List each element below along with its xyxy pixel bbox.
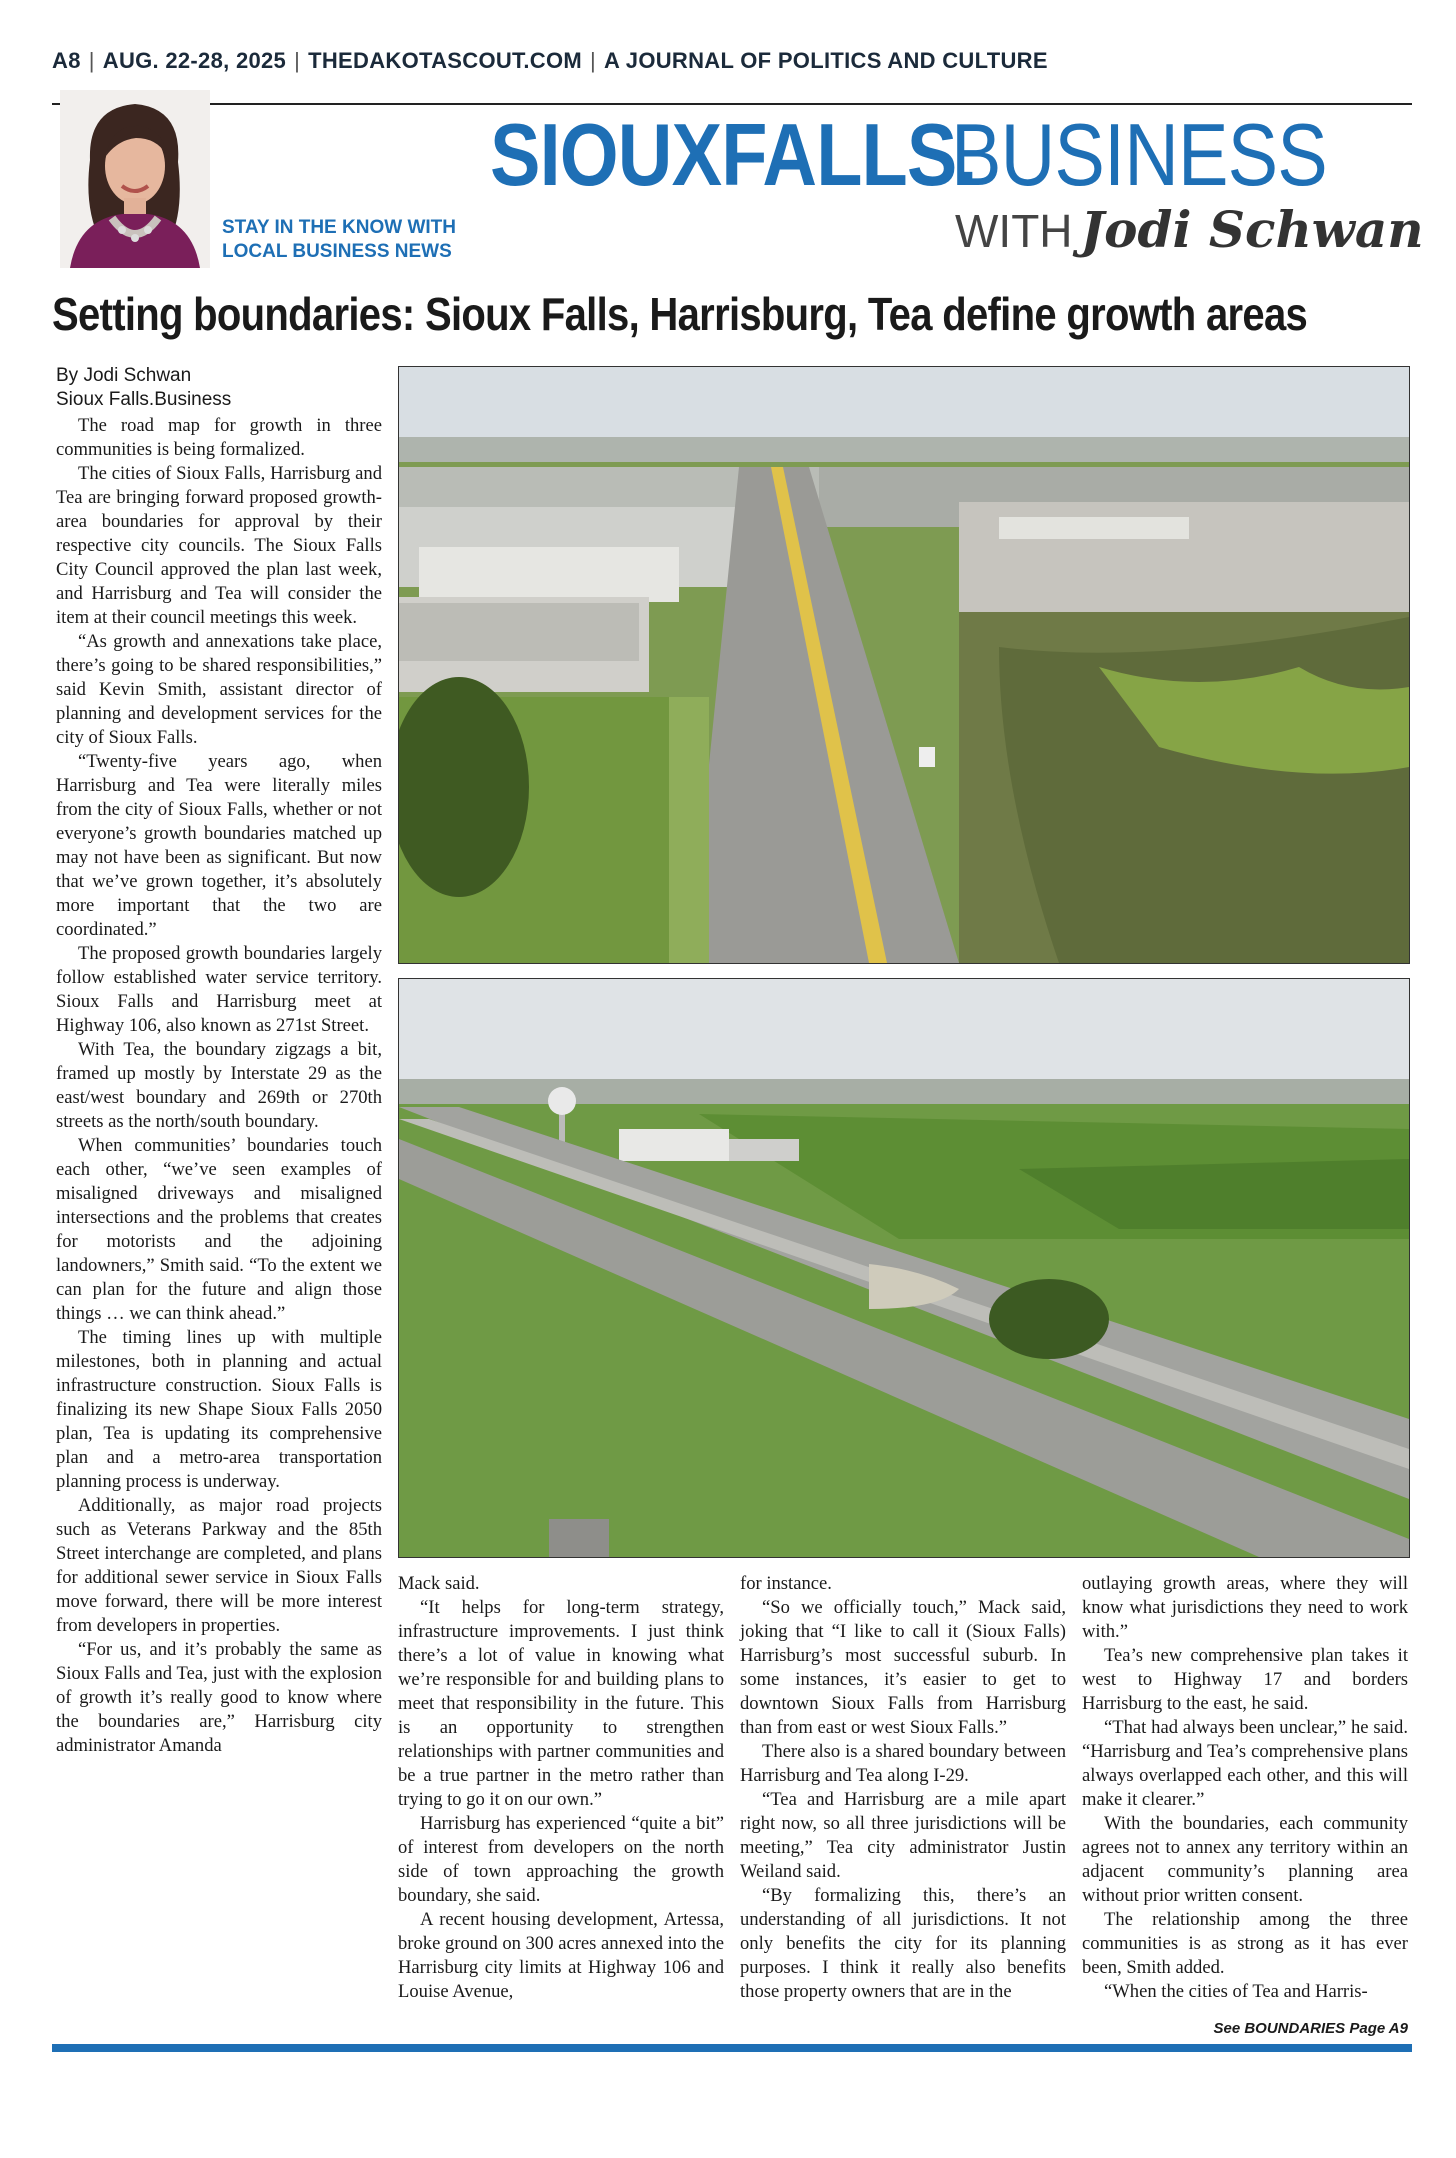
- folio-line: A8 | AUG. 22-28, 2025 | THEDAKOTASCOUT.COM | A JOURNAL OF POLITICS AND CULTURE: [52, 48, 1048, 73]
- author-signature: Jodi Schwan: [1080, 200, 1424, 259]
- tagline: A JOURNAL OF POLITICS AND CULTURE: [604, 48, 1048, 73]
- author-headshot: [60, 90, 210, 268]
- promo-line-2: LOCAL BUSINESS NEWS: [222, 241, 452, 262]
- byline-outlet: Sioux Falls.Business: [56, 389, 232, 410]
- paragraph: The road map for growth in three communities is being formalized.: [56, 415, 382, 460]
- aerial-photo-interstate: [398, 978, 1410, 1558]
- article-column-3: [740, 1572, 1066, 2004]
- bottom-rule: [52, 2044, 1412, 2052]
- byline-author: By Jodi Schwan: [56, 365, 192, 386]
- masthead-brand-bold: SIOUXFALLS.: [490, 105, 977, 204]
- paragraph: The relationship among the three communities is as strong as it has ever been, Smith added.: [1082, 1909, 1408, 1978]
- page-number: A8: [52, 48, 81, 73]
- paragraph: “It helps for long-term strategy, infrastructure improvements. I just think there’s a lot of value in knowing what we’re responsible for and building plans to meet that responsibility in the future. This is an opportunity to strengthen relationships with partner communities and be a true partner in the metro rather than trying to go it on our own.”: [398, 1597, 724, 1810]
- byline: [56, 364, 231, 412]
- jump-line[interactable]: See BOUNDARIES Page A9: [1213, 2020, 1408, 2037]
- paragraph: The timing lines up with multiple milestones, both in planning and actual infrastructure construction. Sioux Falls is finalizing its new Shape Sioux Falls 2050 plan, Tea is updating its comprehensive plan and a metro-area transportation planning process is underway.: [56, 1327, 382, 1492]
- paragraph: “When the cities of Tea and Harris-: [1104, 1981, 1368, 2002]
- masthead-with: WITH: [955, 205, 1073, 257]
- paragraph: Tea’s new comprehensive plan takes it west to Highway 17 and borders Harrisburg to the east, he said.: [1082, 1645, 1408, 1714]
- paragraph: A recent housing development, Artessa, broke ground on 300 acres annexed into the Harrisburg city limits at Highway 106 and Louise Avenue,: [398, 1909, 724, 2002]
- paragraph: The cities of Sioux Falls, Harrisburg and Tea are bringing forward proposed growth-area boundaries for approval by their respective city councils. The Sioux Falls City Council approved the plan last week, and Harrisburg and Tea will consider the item at their council meetings this week.: [56, 463, 382, 628]
- promo-line-1: STAY IN THE KNOW WITH: [222, 217, 456, 238]
- site-link[interactable]: THEDAKOTASCOUT.COM: [308, 48, 582, 73]
- article-column-1: [56, 414, 382, 1758]
- paragraph: “Twenty-five years ago, when Harrisburg and Tea were literally miles from the city of Sioux Falls, whether or not everyone’s growth boundaries matched up may not have been as significant. But now that we’ve grown together, it’s absolutely more important that the two are coordinated.”: [56, 751, 382, 940]
- paragraph: Additionally, as major road projects such as Veterans Parkway and the 85th Street interchange are completed, and plans for additional sewer service in Sioux Falls move forward, there will be more interest from developers in properties.: [56, 1495, 382, 1636]
- article-headline: Setting boundaries: Sioux Falls, Harrisburg, Tea define growth areas: [52, 288, 1308, 340]
- paragraph: “As growth and annexations take place, there’s going to be shared responsibilities,” said Kevin Smith, assistant director of planning and development services for the city of Sioux Falls.: [56, 631, 382, 748]
- promo-text: [222, 216, 456, 264]
- paragraph: for instance.: [740, 1573, 832, 1594]
- paragraph: “So we officially touch,” Mack said, joking that “I like to call it (Sioux Falls) Harrisburg’s most successful suburb. In some instances, it’s easier to get to downtown Sioux Falls from Harrisburg than from east or west Sioux Falls.”: [740, 1597, 1066, 1738]
- paragraph: With Tea, the boundary zigzags a bit, framed up mostly by Interstate 29 as the east/west boundary and 269th or 270th streets as the north/south boundary.: [56, 1039, 382, 1132]
- paragraph: There also is a shared boundary between Harrisburg and Tea along I-29.: [740, 1741, 1066, 1786]
- paragraph: When communities’ boundaries touch each other, “we’ve seen examples of misaligned driveways and misaligned intersections and the problems that creates for motorists and the adjoining landowners,” Smith said. “To the extent we can plan for the future and align those things … we can think ahead.”: [56, 1135, 382, 1324]
- paragraph: “By formalizing this, there’s an understanding of all jurisdictions. It not only benefits the city for its planning purposes. I think it really also benefits those property owners that are in the: [740, 1885, 1066, 2002]
- paragraph: Mack said.: [398, 1573, 480, 1594]
- paragraph: outlaying growth areas, where they will know what jurisdictions they need to work with.”: [1082, 1573, 1408, 1642]
- masthead-with-author: [955, 200, 1424, 259]
- paragraph: The proposed growth boundaries largely follow established water service territory. Sioux Falls and Harrisburg meet at Highway 106, also known as 271st Street.: [56, 943, 382, 1036]
- article-column-4: [1082, 1572, 1408, 2004]
- issue-date: AUG. 22-28, 2025: [102, 48, 287, 73]
- section-masthead: [490, 105, 1410, 204]
- paragraph: “For us, and it’s probably the same as Sioux Falls and Tea, just with the explosion of growth it’s really good to know where the boundaries are,” Harrisburg city administrator Amanda: [56, 1639, 382, 1756]
- paragraph: With the boundaries, each community agrees not to annex any territory within an adjacent community’s planning area without prior written consent.: [1082, 1813, 1408, 1906]
- paragraph: “That had always been unclear,” he said. “Harrisburg and Tea’s comprehensive plans always overlapped each other, and this will make it clearer.”: [1082, 1717, 1408, 1810]
- masthead-brand-light: BUSINESS: [950, 105, 1327, 204]
- article-column-2: [398, 1572, 724, 2004]
- aerial-photo-road: [398, 366, 1410, 964]
- paragraph: “Tea and Harrisburg are a mile apart right now, so all three jurisdictions will be meeting,” Tea city administrator Justin Weiland said.: [740, 1789, 1066, 1882]
- paragraph: Harrisburg has experienced “quite a bit” of interest from developers on the north side of town approaching the growth boundary, she said.: [398, 1813, 724, 1906]
